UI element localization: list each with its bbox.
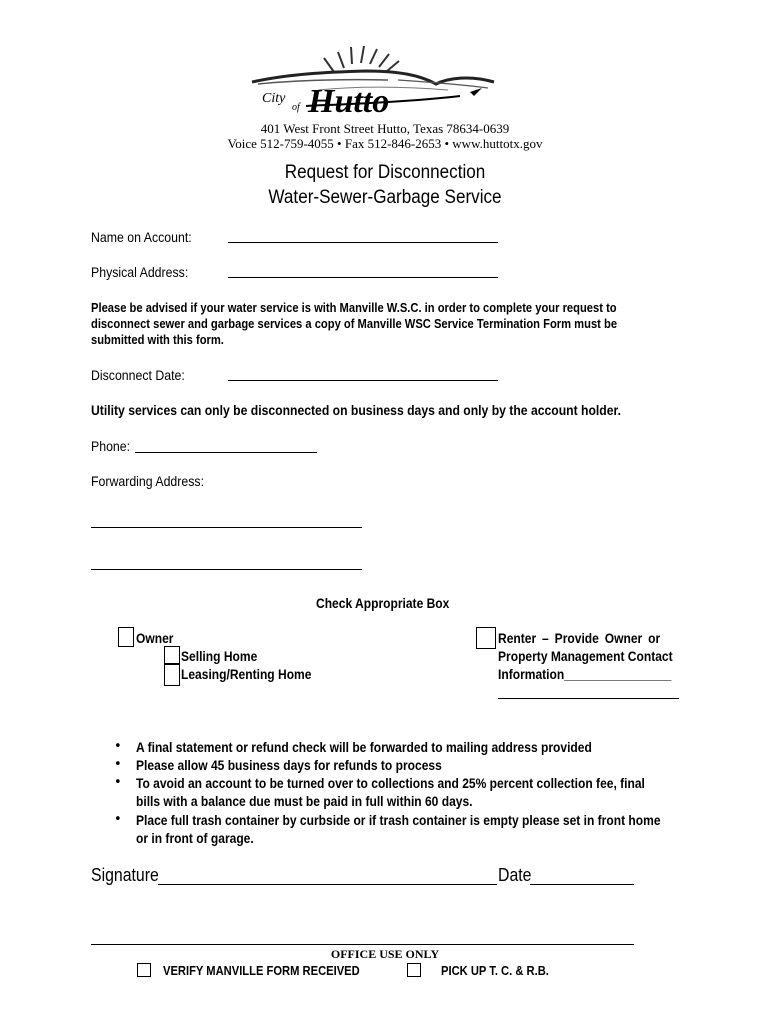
bullet-icon: • xyxy=(114,812,122,827)
leasing-renting-label: Leasing/Renting Home xyxy=(181,666,312,682)
date-label: Date xyxy=(498,865,532,885)
selling-home-checkbox[interactable] xyxy=(164,646,180,664)
signature-label: Signature xyxy=(91,865,159,885)
renter-label-line-2: Property Management Contact xyxy=(498,648,673,664)
disconnect-date-line[interactable] xyxy=(228,380,498,381)
office-use-divider xyxy=(91,944,634,945)
renter-checkbox[interactable] xyxy=(476,627,496,649)
manville-notice-line-2: disconnect sewer and garbage services a copy of Manville WSC Service Termination Form must be xyxy=(91,316,618,331)
city-address: 401 West Front Street Hutto, Texas 78634-0639 xyxy=(260,121,510,136)
manville-notice-line-3: submitted with this form. xyxy=(91,332,224,347)
name-on-account-line[interactable] xyxy=(228,242,498,243)
bullet-item-1: A final statement or refund check will be forwarded to mailing address provided xyxy=(136,739,592,755)
bullet-item-3-continued: bills with a balance due must be paid in full within 60 days. xyxy=(136,793,473,809)
bullet-item-2: Please allow 45 business days for refunds to process xyxy=(136,757,442,773)
selling-home-label: Selling Home xyxy=(181,648,258,664)
verify-manville-label: VERIFY MANVILLE FORM RECEIVED xyxy=(163,963,360,978)
svg-text:Hutto: Hutto xyxy=(308,83,390,120)
bullet-icon: • xyxy=(114,757,122,772)
phone-line[interactable] xyxy=(135,452,317,453)
bullet-item-3: To avoid an account to be turned over to collections and 25% percent collection fee, final xyxy=(136,775,645,791)
bullet-icon: • xyxy=(114,739,122,754)
renter-label-line-1: Renter – Provide Owner or xyxy=(498,630,661,646)
form-subtitle: Water-Sewer-Garbage Service xyxy=(268,187,502,208)
pick-up-label: PICK UP T. C. & R.B. xyxy=(441,963,549,978)
date-line[interactable] xyxy=(530,884,634,885)
check-box-heading: Check Appropriate Box xyxy=(316,595,450,611)
physical-address-label: Physical Address: xyxy=(91,264,189,280)
renter-label-line-3: Information________________ xyxy=(498,666,672,682)
forwarding-address-line-2[interactable] xyxy=(91,569,362,570)
leasing-renting-checkbox[interactable] xyxy=(164,664,180,686)
signature-line[interactable] xyxy=(158,884,497,885)
forwarding-address-label: Forwarding Address: xyxy=(91,473,204,489)
renter-info-line[interactable] xyxy=(498,698,679,699)
business-days-notice: Utility services can only be disconnected on business days and only by the account holder. xyxy=(91,402,621,418)
forwarding-address-line-1[interactable] xyxy=(91,527,362,528)
svg-text:City: City xyxy=(262,91,286,106)
pick-up-checkbox[interactable] xyxy=(407,963,421,977)
owner-checkbox[interactable] xyxy=(118,627,134,647)
owner-label: Owner xyxy=(136,630,174,646)
bullet-item-4: Place full trash container by curbside or if trash container is empty please set in front home xyxy=(136,812,661,828)
city-contact-info: Voice 512-759-4055 • Fax 512-846-2653 • www.huttotx.gov xyxy=(227,136,543,151)
manville-notice-line-1: Please be advised if your water service is with Manville W.S.C. in order to complete your request to xyxy=(91,300,617,315)
bullet-item-4-continued: or in front of garage. xyxy=(136,830,254,846)
city-of-hutto-logo xyxy=(248,44,506,120)
form-title: Request for Disconnection xyxy=(284,162,486,183)
office-use-heading: OFFICE USE ONLY xyxy=(330,947,440,961)
bullet-icon: • xyxy=(114,775,122,790)
verify-manville-checkbox[interactable] xyxy=(137,963,151,977)
phone-label: Phone: xyxy=(91,438,131,454)
svg-text:of: of xyxy=(292,102,300,113)
disconnect-date-label: Disconnect Date: xyxy=(91,367,185,383)
physical-address-line[interactable] xyxy=(228,277,498,278)
name-on-account-label: Name on Account: xyxy=(91,229,192,245)
